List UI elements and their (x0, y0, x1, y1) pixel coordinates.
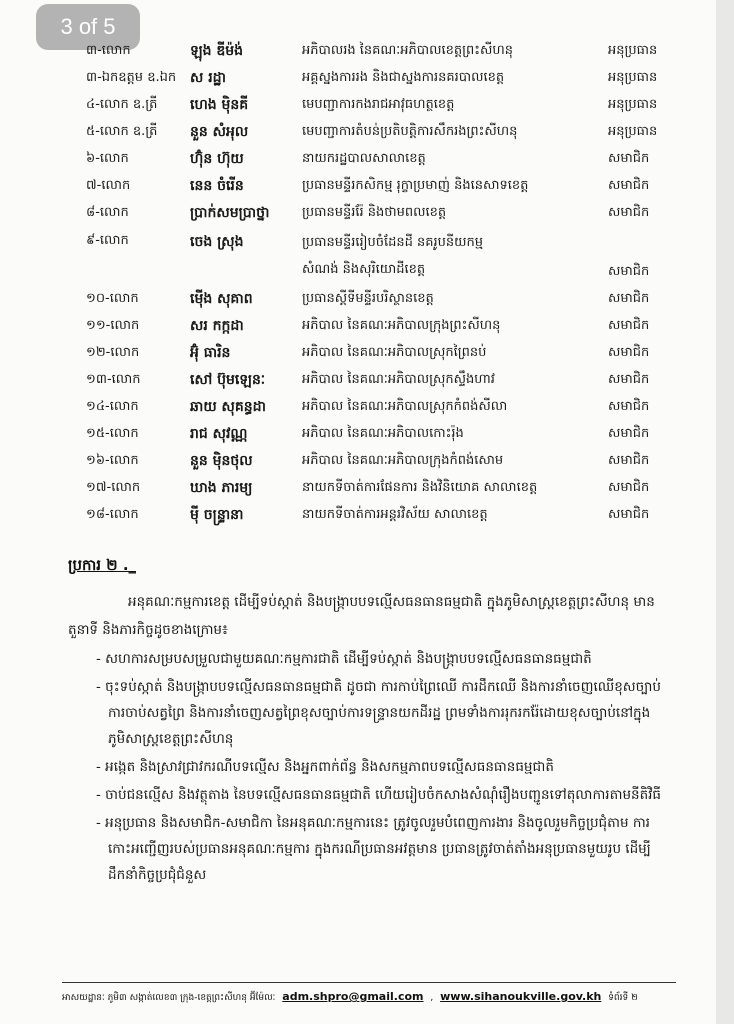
member-row (86, 38, 678, 65)
member-position: មេបញ្ជាការកងរាជអាវុធហត្ថខេត្ត (302, 97, 455, 112)
member-name: ហេង ម៉ិនគី (190, 97, 249, 113)
member-role: សមាជិក (608, 345, 650, 360)
member-number: ១៦-លោក (86, 453, 139, 468)
duty-item: - ចាប់ជនល្មើស និងវត្ថុតាង នៃបទល្មើសធនធានធម្មជាតិ ហើយរៀបចំកសាងសំណុំរឿងបញ្ជូនទៅតុលាការតាមនីតិវិធី (96, 787, 662, 803)
member-number: ៤-លោក ឧ.ត្រី (86, 97, 158, 112)
member-name: រាជ សុវណ្ណ (190, 426, 248, 442)
member-position: ប្រធានមន្ទីររ៉ែ និងថាមពលខេត្ត (302, 205, 447, 220)
member-name: អ៊ុំ ធារិន (190, 345, 231, 361)
member-row (86, 92, 678, 119)
member-role: សមាជិក (608, 399, 650, 414)
member-name: ឆាយ សុគន្ធដា (190, 399, 266, 415)
member-role: សមាជិក (608, 480, 650, 495)
member-position: មេបញ្ជាការតំបន់ប្រតិបត្តិការសឹករងព្រះសីហនុ (302, 124, 518, 139)
member-number: ១១-លោក (86, 318, 140, 333)
member-role: សមាជិក (608, 205, 650, 220)
page-counter-badge: 3 of 5 (36, 4, 140, 50)
member-row (86, 173, 678, 200)
member-position-line1: ប្រធានមន្ទីររៀបចំដែនដី នគរូបនីយកម្ម (302, 234, 484, 250)
duty-item: - ចុះទប់ស្កាត់ និងបង្ក្រាបបទល្មើសធនធានធម្មជាតិ ដូចជា ការកាប់ព្រៃឈើ ការដឹកឈើ និងការនាំចេញឈើខុសច្បាប់ ការចាប់សត្វព្រៃ និងការនាំចេញសត្វព្រៃខុសច្បាប់ការទន្ទ្រានយកដីរដ្ឋ ព្រមទាំងការរុករករ៉ែដោយខុសច្បាប់នៅក្នុងភូមិសាស្ត្រខេត្តព្រះសីហនុ (96, 679, 661, 747)
member-number: ៦-លោក (86, 151, 129, 166)
member-name: នួន សំអុល (190, 124, 249, 140)
member-position: អភិបាល នៃគណៈអភិបាលក្រុងព្រះសីហនុ (302, 318, 501, 333)
footer-website-link[interactable]: www.sihanoukville.gov.kh (440, 990, 602, 1003)
member-row (86, 421, 678, 448)
member-row (86, 286, 678, 313)
member-number: ១៥-លោក (86, 426, 139, 441)
member-row (86, 502, 678, 529)
member-number: ១២-លោក (86, 345, 140, 360)
footer-email-link[interactable]: adm.shpro@gmail.com (282, 990, 424, 1003)
member-role: សមាជិក (608, 291, 650, 306)
member-role: សមាជិក (608, 318, 650, 333)
member-position: នាយករដ្ឋបាលសាលាខេត្ត (302, 151, 426, 166)
member-name: ហ៊ុំន ហ៊ុយ (190, 151, 244, 167)
footer-address: អាសយដ្ឋានៈ ភូមិ៣ សង្កាត់លេខ៣ ក្រុង-ខេត្តព្រះសីហនុ អ៊ីម៉ែលៈ (62, 993, 276, 1003)
member-row (86, 119, 678, 146)
member-name: សៅ ប៊ុមឡេនៈ (190, 372, 266, 388)
member-position: នាយកទីចាត់ការអន្តរវិស័យ សាលាខេត្ត (302, 507, 488, 522)
member-row (86, 394, 678, 421)
member-row (86, 313, 678, 340)
duties-list (96, 646, 668, 890)
member-number: ៨-លោក (86, 205, 129, 220)
member-role: អនុប្រធាន (608, 43, 658, 58)
member-role: សមាជិក (608, 178, 650, 193)
member-number: ៥-លោក ឧ.ត្រី (86, 124, 158, 139)
member-role: សមាជិក (608, 264, 650, 279)
page-footer (62, 990, 702, 1005)
member-role: សមាជិក (608, 507, 650, 522)
footer-divider (62, 982, 676, 983)
member-row (86, 340, 678, 367)
member-row (86, 448, 678, 475)
member-name: ចេង ស្រុង (190, 234, 244, 250)
member-position: អគ្គស្នងការរង និងជាស្នងការនគរបាលខេត្ត (302, 70, 505, 85)
duty-item: - អង្កេត និងស្រាវជ្រាវករណីបទល្មើស និងអ្នកពាក់ព័ន្ធ និងសកម្មភាពបទល្មើសធនធានធម្មជាតិ (96, 759, 554, 775)
member-row (86, 200, 678, 227)
member-position: អភិបាល នៃគណៈអភិបាលកោះរ៉ុង (302, 426, 464, 441)
member-number: ១៧-លោក (86, 480, 141, 495)
member-name: ម៉ើង សុគាព (190, 291, 253, 307)
footer-page-label: ទំព័រទី ២ (608, 993, 638, 1003)
member-name: ស រដ្ឋា (190, 70, 226, 86)
member-position (302, 227, 600, 286)
member-row (86, 146, 678, 173)
member-position: អភិបាល នៃគណៈអភិបាលស្រុកព្រៃនប់ (302, 345, 487, 360)
member-number: ៧-លោក (86, 178, 131, 193)
member-name: ឃាង ភារម្យ (190, 480, 253, 496)
member-number: ១៣-លោក (86, 372, 141, 387)
member-number: ៣-លោក (86, 43, 131, 58)
member-name: នេន ចំរើន (190, 178, 244, 194)
member-row (86, 227, 678, 286)
member-row (86, 475, 678, 502)
member-number: ៩-លោក (86, 233, 129, 248)
member-name: ឡុង ឌីម៉ង់ (190, 43, 244, 59)
member-position: ប្រធានស្ដីទីមន្ទីរបរិស្ថានខេត្ត (302, 291, 434, 306)
member-role: សមាជិក (608, 426, 650, 441)
member-row (86, 65, 678, 92)
member-position: អភិបាល នៃគណៈអភិបាលក្រុងកំពង់សោម (302, 453, 504, 468)
member-role: អនុប្រធាន (608, 97, 658, 112)
member-position: អភិបាល នៃគណៈអភិបាលស្រុកស្ទឹងហាវ (302, 372, 495, 387)
member-number: ១៨-លោក (86, 507, 139, 522)
member-position: នាយកទីចាត់ការផែនការ និងវិនិយោគ សាលាខេត្ត (302, 480, 538, 495)
member-number: ១០-លោក (86, 291, 139, 306)
member-number: ៣-ឯកឧត្តម ឧ.ឯក (86, 70, 177, 85)
article-intro: អនុគណៈកម្មការខេត្ត ដើម្បីទប់ស្កាត់ និងបង្ក្រាបបទល្មើសធនធានធម្មជាតិ ក្នុងភូមិសាស្ត្រខេត្តព្រះសីហនុ មានតួនាទី និងភារកិច្ចដូចខាងក្រោម៖ (68, 594, 655, 638)
member-role: អនុប្រធាន (608, 124, 658, 139)
article-heading: ប្រការ ២ ._ (68, 556, 137, 574)
member-position-line2: សំណង់ និងសុរិយោដីខេត្ត (302, 261, 426, 277)
duty-item: - សហការសម្របសម្រួលជាមួយគណៈកម្មការជាតិ ដើម្បីទប់ស្កាត់ និងបង្ក្រាបបទល្មើសធនធានធម្មជាតិ (96, 651, 592, 667)
member-name: សរ កក្កដា (190, 318, 244, 334)
member-role: សមាជិក (608, 151, 650, 166)
member-number: ១៤-លោក (86, 399, 139, 414)
duty-item: - អនុប្រធាន និងសមាជិក-សមាជិកា នៃអនុគណៈកម្មការនេះ ត្រូវចូលរួមបំពេញការងារ និងចូលរួមកិច្ចប្រជុំតាម ការកោះអញ្ជើញរបស់ប្រធានអនុគណៈកម្មការ ក្នុងករណីប្រធានអវត្តមាន ប្រធានត្រូវចាត់តាំងអនុប្រធានមួយរូប ដើម្បីដឹកនាំកិច្ចប្រជុំជំនួស (96, 815, 651, 883)
member-name: នួន ម៉ិនថុល (190, 453, 253, 469)
member-position: អភិបាលរង នៃគណៈអភិបាលខេត្តព្រះសីហនុ (302, 43, 513, 58)
members-table (86, 38, 678, 529)
member-role: សមាជិក (608, 372, 650, 387)
member-name: ម៉ី ចន្ទ្រានា (190, 507, 244, 523)
member-position: ប្រធានមន្ទីរកសិកម្ម រុក្ខាប្រមាញ់ និងនេសាទខេត្ត (302, 178, 529, 193)
member-role: សមាជិក (608, 453, 650, 468)
member-role: អនុប្រធាន (608, 70, 658, 85)
member-name: ប្រាក់សមប្រាថ្នា (190, 205, 270, 221)
member-position: អភិបាល នៃគណៈអភិបាលស្រុកកំពង់សីលា (302, 399, 508, 414)
page-edge (716, 0, 734, 1024)
footer-separator: , (430, 993, 434, 1003)
member-row (86, 367, 678, 394)
